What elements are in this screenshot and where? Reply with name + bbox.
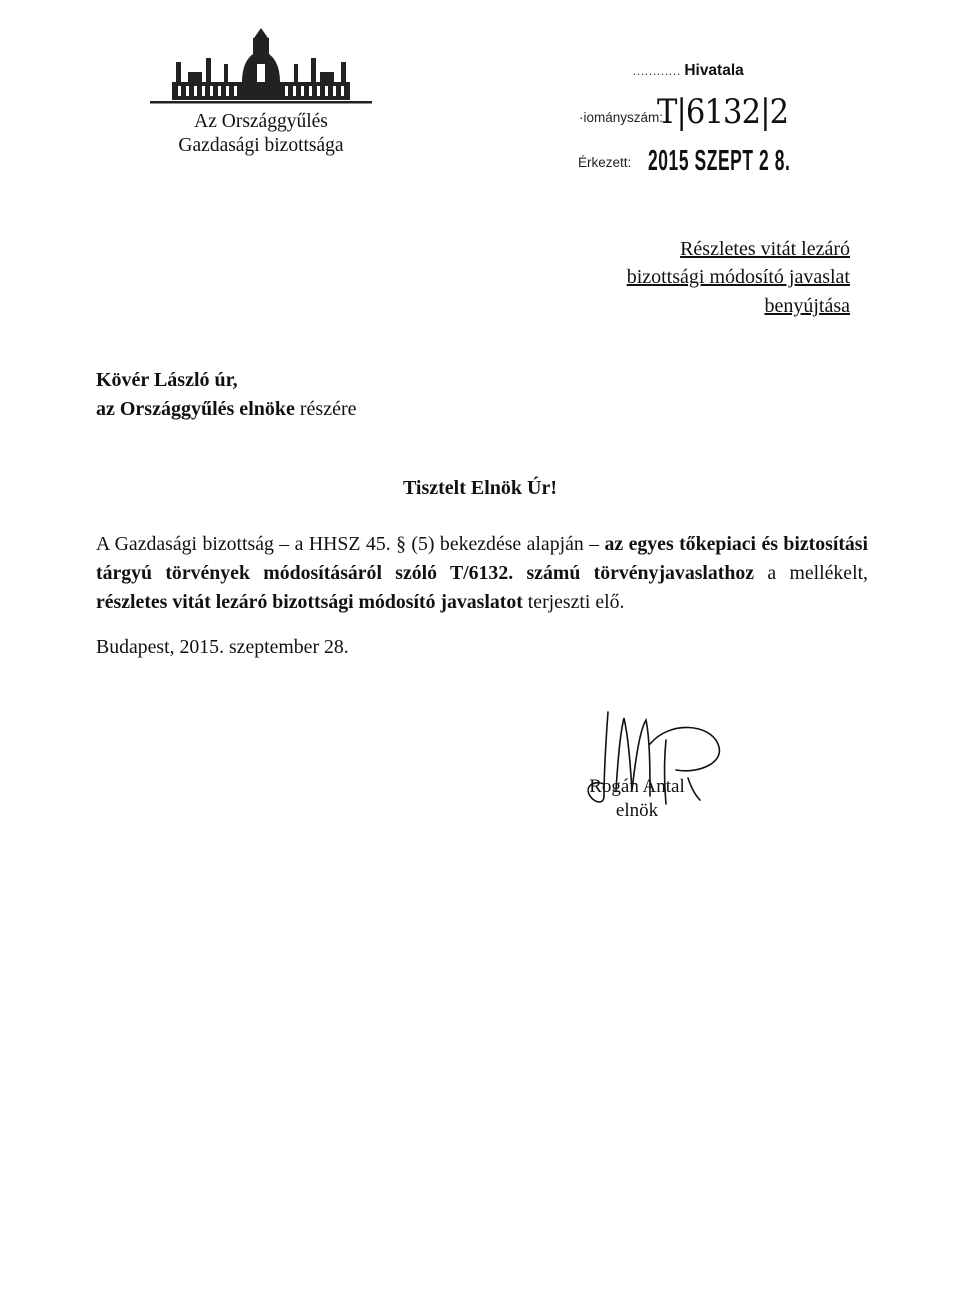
registry-number-label: ·iományszám:: [579, 110, 664, 125]
stamp-smudge: …………: [632, 63, 680, 78]
stamp-office-text: Hivatala: [684, 62, 744, 79]
registry-office-stamp: [632, 62, 744, 80]
received-label: Érkezett:: [578, 155, 632, 170]
addressee-title: [96, 398, 357, 421]
org-name-line2: Gazdasági bizottsága: [178, 135, 344, 156]
document-title-line3: benyújtása: [764, 295, 850, 317]
org-name-line1: Az Országgyűlés: [194, 111, 328, 132]
parliament-logo: [150, 28, 372, 106]
place-date: Budapest, 2015. szeptember 28.: [96, 636, 349, 658]
body-part3: a mellékelt,: [754, 562, 869, 584]
registry-number-handwritten: T|6132|2: [657, 92, 789, 132]
salutation: Tisztelt Elnök Úr!: [402, 477, 558, 499]
addressee-title-rest: részére: [294, 398, 357, 420]
document-title-line1: Részletes vitát lezáró: [680, 238, 850, 260]
signer-role: elnök: [615, 800, 659, 821]
body-proposal-reference: részletes vitát lezáró bizottsági módosító javaslatot: [96, 591, 523, 613]
signer-name: Rogán Antal: [589, 776, 685, 797]
body-part1: A Gazdasági bizottság – a HHSZ 45. § (5) bekezdése alapján –: [96, 533, 605, 555]
signer-block: [582, 775, 692, 823]
body-paragraph: [96, 530, 868, 617]
received-date-stamp: 2015 SZEPT 2 8.: [648, 145, 791, 177]
document-title-line2: bizottsági módosító javaslat: [626, 266, 850, 288]
body-bill-reference: az egyes tőkepiaci és biztosítási tárgyú törvények módosításáról szóló T/6132. számú törvényjavaslathoz: [96, 533, 868, 584]
addressee-title-bold: az Országgyűlés elnöke: [96, 398, 295, 420]
addressee-name: Kövér László úr,: [96, 369, 238, 391]
body-part5: terjeszti elő.: [522, 591, 625, 613]
